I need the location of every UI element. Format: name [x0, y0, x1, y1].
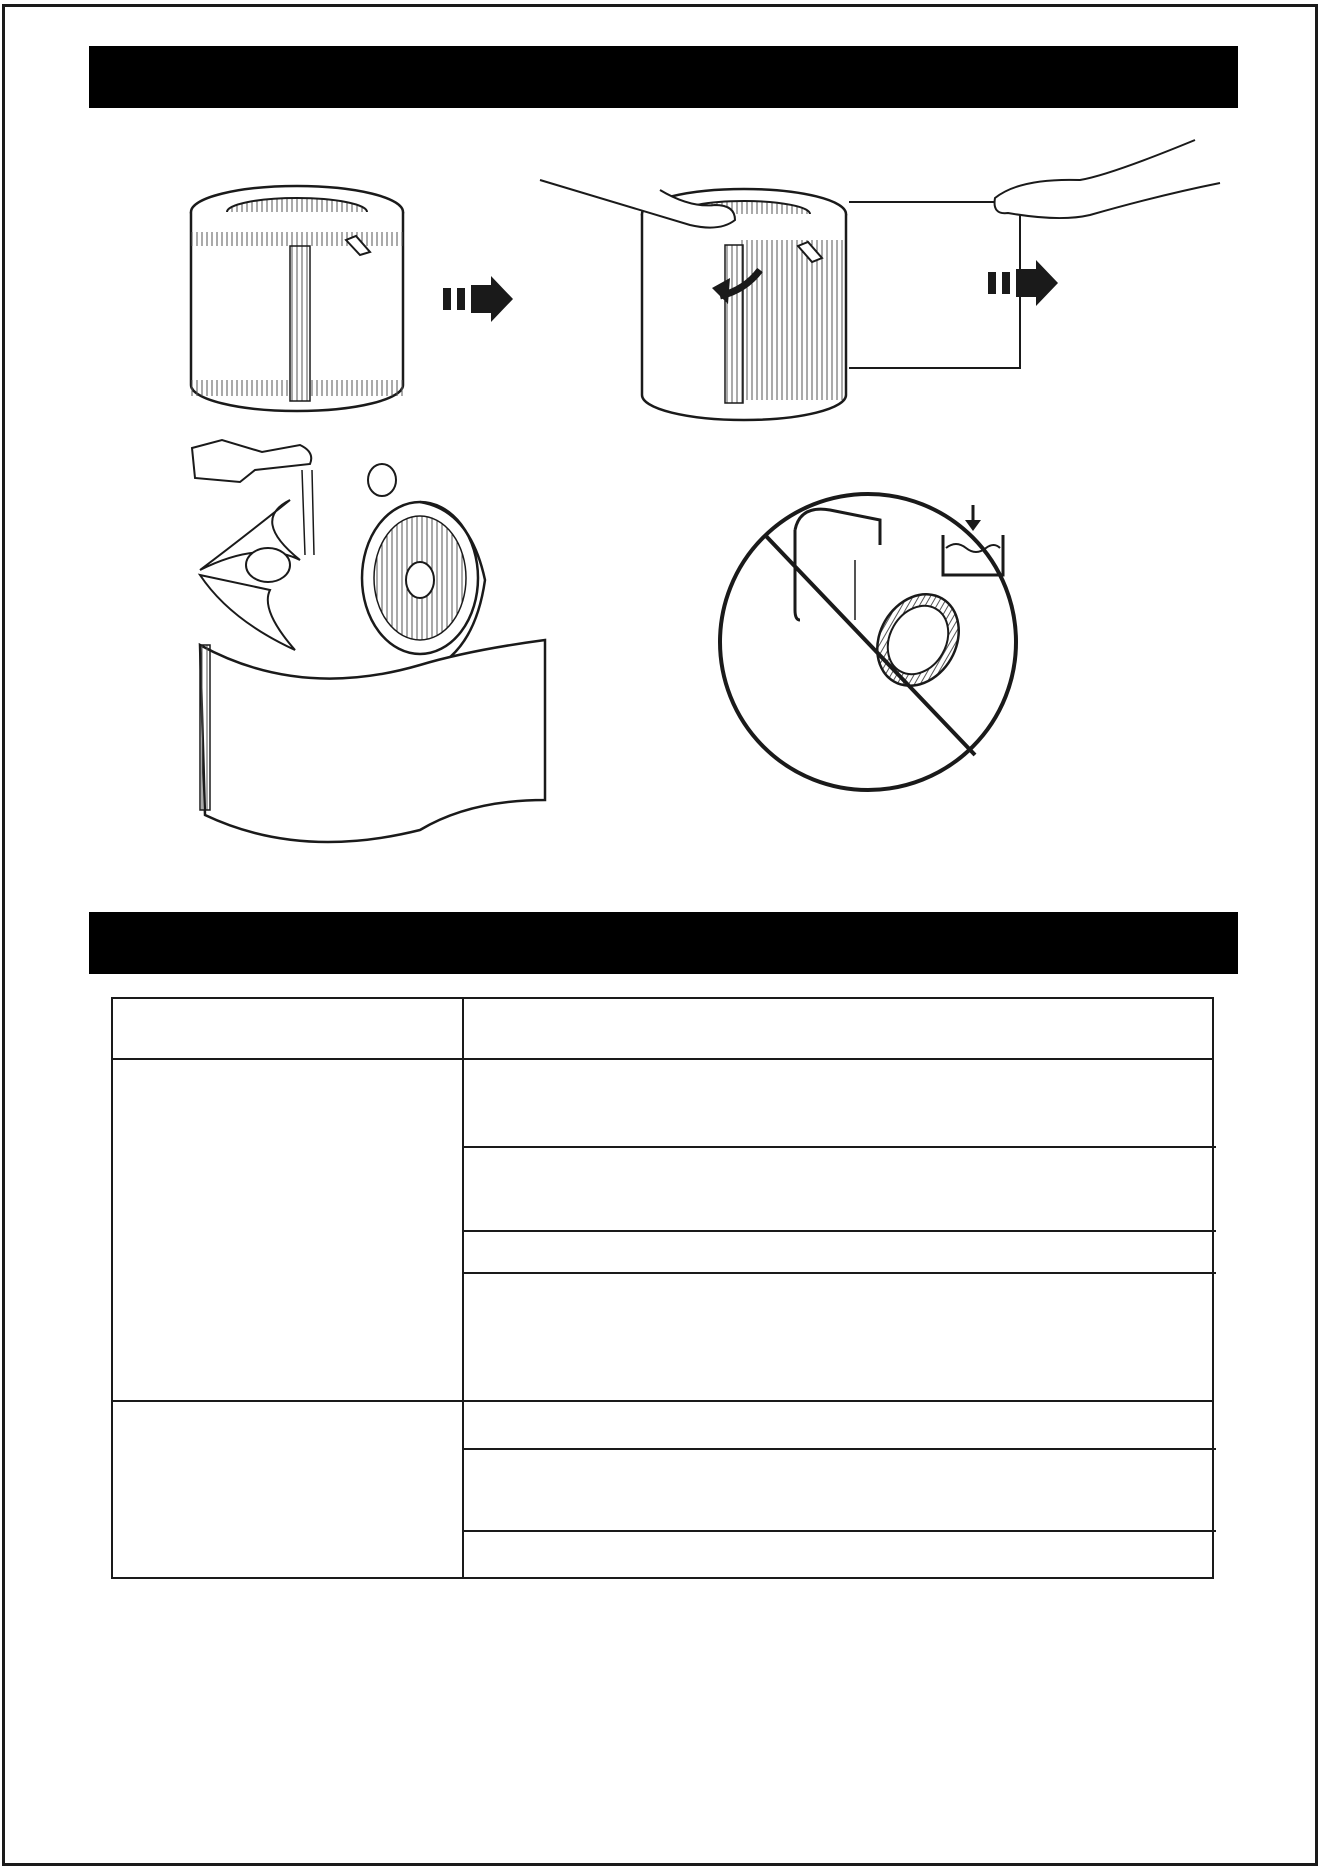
- table-row: [464, 1402, 1214, 1448]
- table-group-label: [113, 1060, 462, 1400]
- table-row: [464, 1274, 1214, 1400]
- section-header-troubleshooting: [89, 912, 1238, 974]
- right-arrow-icon: [988, 260, 1058, 306]
- right-arrow-icon: [443, 276, 513, 322]
- filter-cylinder-closed: [191, 186, 403, 411]
- table-row: [464, 1148, 1214, 1230]
- table-header-right: [464, 999, 1214, 1058]
- table-row: [464, 1450, 1214, 1530]
- cleaning-illustrations: [0, 0, 1324, 900]
- troubleshooting-table: [111, 997, 1214, 1579]
- table-group-label: [113, 1402, 462, 1577]
- no-water-wash-icon: [720, 494, 1016, 790]
- table-header-left: [113, 999, 462, 1058]
- filter-cylinder-unwrapping: [540, 140, 1220, 420]
- table-row: [464, 1232, 1214, 1272]
- washable-parts-illustration: [192, 440, 545, 842]
- table-row: [464, 1060, 1214, 1146]
- section-header-text: [89, 928, 109, 958]
- table-row: [464, 1532, 1214, 1577]
